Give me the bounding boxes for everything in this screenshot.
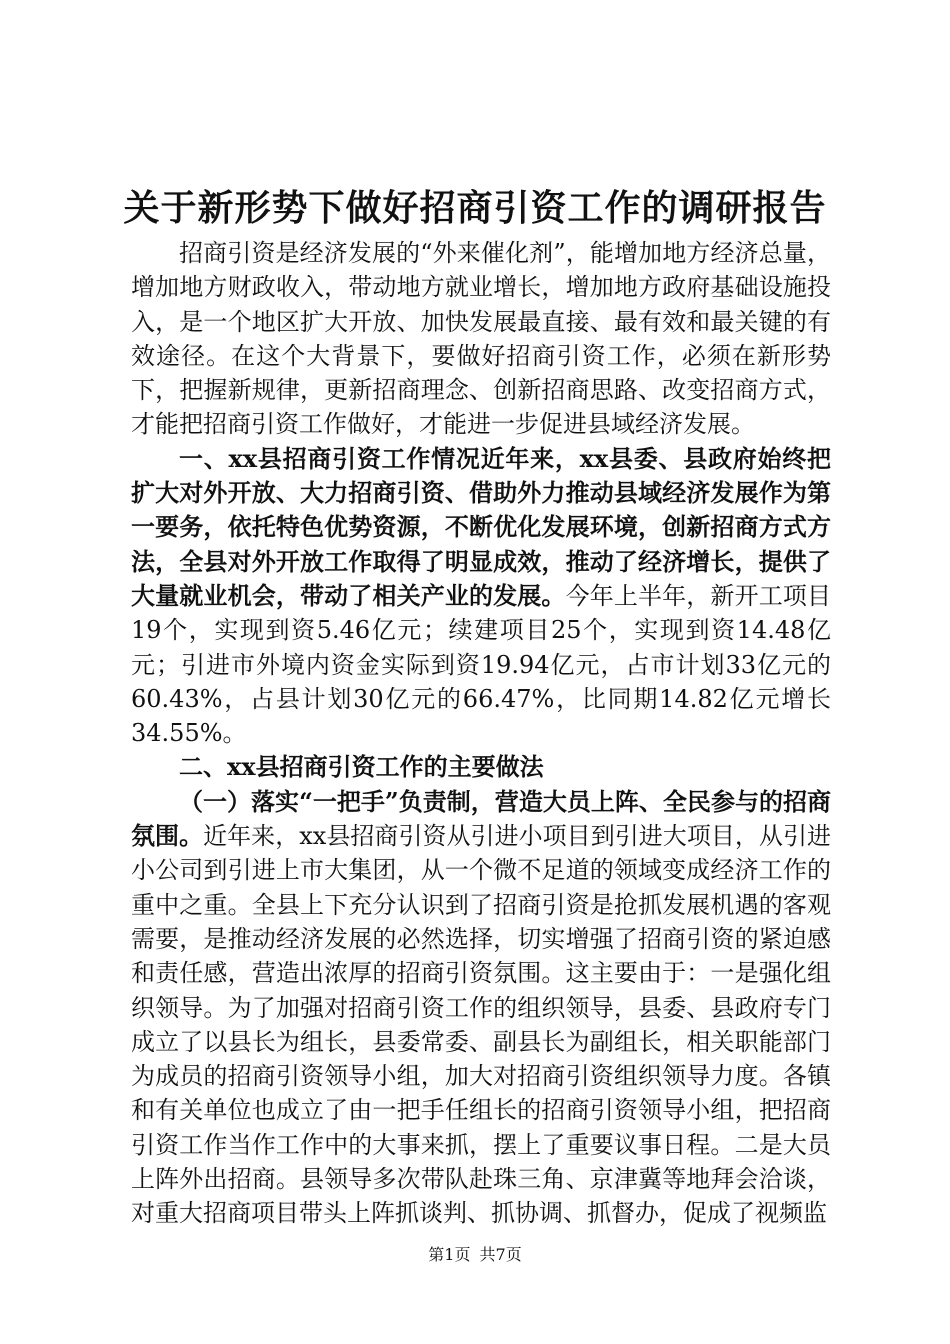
- section-2-sub-1-body: 近年来，xx县招商引资从引进小项目到引进大项目，从引进小公司到引进上市大集团，从一个微不足道的领域变成经济工作的重中之重。全县上下充分认识到了招商引资是抢抓发展机遇的客观需要，是推动经济发展的必然选择，切实增强了招商引资的紧迫感和责任感，营造出浓厚的招商引资氛围。这主要由于：一是强化组织领导。为了加强对招商引资工作的组织领导，县委、县政府专门成立了以县长为组长，县委常委、副县长为副组长，相关职能部门为成员的招商引资领导小组，加大对招商引资组织领导力度。各镇和有关单位也成立了由一把手任组长的招商引资领导小组，把招商引资工作当作工作中的大事来抓，摆上了重要议事日程。二是大员上阵外出招商。县领导多次带队赴珠三角、京津冀等地拜会洽谈，对重大招商项目带头上阵抓谈判、抓协调、抓督办，促成了视频监: [131, 822, 832, 1228]
- document-body: [131, 236, 831, 1231]
- document-title: 关于新形势下做好招商引资工作的调研报告: [123, 187, 827, 229]
- page-number: 第1页: [428, 1245, 471, 1264]
- section-1-body: 今年上半年，新开工项目19个，实现到资5.46亿元；续建项目25个，实现到资14.48亿元；引进市外境内资金实际到资19.94亿元，占市计划33亿元的60.43%，占县计划30亿元的66.47%，比同期14.82亿元增长34.55%。: [131, 581, 832, 748]
- page-total: 共7页: [479, 1245, 522, 1264]
- intro-paragraph: 招商引资是经济发展的“外来催化剂”，能增加地方经济总量，增加地方财政收入，带动地方就业增长，增加地方政府基础设施投入，是一个地区扩大开放、加快发展最直接、最有效和最关键的有效途径。在这个大背景下，要做好招商引资工作，必须在新形势下，把握新规律，更新招商理念、创新招商思路、改变招商方式，才能把招商引资工作做好，才能进一步促进县域经济发展。: [131, 239, 831, 439]
- section-2-sub-1-paragraph: [131, 785, 831, 1231]
- section-2-sub-1-heading: （一）落实“一把手”负责制，营造大员上阵、全民参与的招商氛围。: [131, 786, 831, 851]
- section-1-heading: 一、xx县招商引资工作情况近年来，xx县委、县政府始终把扩大对外开放、大力招商引资、借助外力推动县域经济发展作为第一要务，依托特色优势资源，不断优化发展环境，创新招商方式方法，全县对外开放工作取得了明显成效，推动了经济增长，提供了大量就业机会，带动了相关产业的发展。: [131, 443, 831, 610]
- section-1-paragraph: [131, 442, 831, 751]
- page-footer: [0, 1244, 950, 1266]
- section-2-heading: 二、xx县招商引资工作的主要做法: [179, 752, 544, 782]
